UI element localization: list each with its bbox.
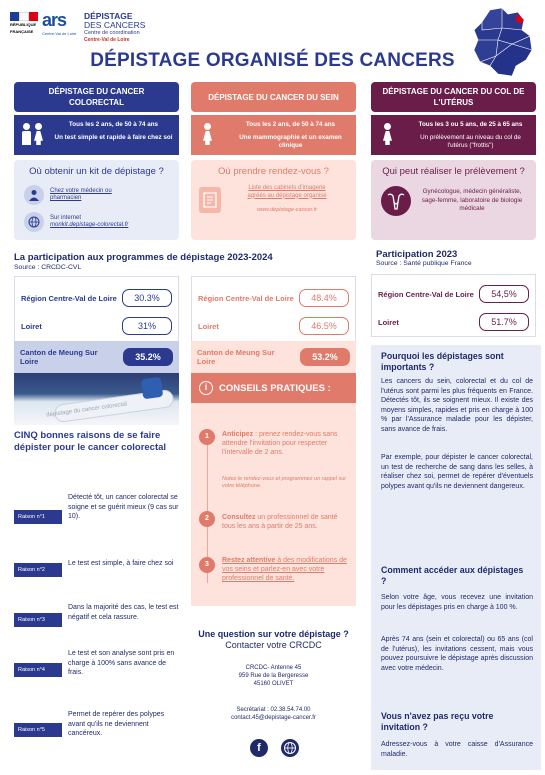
reason-tag: Raison n°3 (14, 613, 62, 627)
contact-crcdc: Contacter votre CRCDC (225, 640, 322, 650)
step-3-bold: Restez attentive (222, 557, 276, 564)
uterus-desc: Un prélèvement au niveau du col de l'utérus ("frottis") (420, 134, 521, 149)
colorectal-band (14, 115, 179, 155)
woman-icon (203, 123, 212, 145)
contact-email[interactable]: contact.45@depistage-cancer.fr (231, 715, 316, 721)
kit-doctor-link[interactable]: Chez votre médecin ou (50, 187, 112, 194)
colorectal-header: DÉPISTAGE DU CANCER COLORECTAL (14, 82, 179, 112)
ars-logo (42, 10, 78, 40)
kit-internet: Sur internet (50, 214, 82, 221)
reason-tag: Raison n°2 (14, 563, 62, 577)
region-label: Région Centre-Val de Loire (21, 293, 117, 303)
reason-text: Permet de repérer des polypes avant qu'ils ne deviennent cancéreux. (68, 711, 165, 737)
info-icon: i (199, 381, 213, 395)
prelev-text: Gynécologue, médecin généraliste, sage-femme, laboratoire de biologie médicale (421, 188, 523, 213)
rdv-box (191, 160, 356, 240)
sein-freq: Tous les 2 ans, de 50 à 74 ans (245, 121, 336, 128)
uterus-header: DÉPISTAGE DU CANCER DU COL DE L'UTÉRUS (371, 82, 536, 112)
colorectal-loiret-value: 31% (122, 317, 172, 335)
prelev-box (371, 160, 536, 240)
kit-pharma-link[interactable]: pharmacien (50, 195, 82, 201)
side-heading-2: Comment accéder aux dépistages ? (381, 565, 524, 586)
loiret-label: Loiret (21, 321, 42, 331)
step-2-text (222, 513, 347, 531)
person-icon (22, 123, 43, 145)
participation-title-2023: Participation 2023 (376, 249, 458, 260)
address-line-1: CRCDC- Antenne 45 (245, 665, 302, 671)
dep-title-2: DES CANCERS (84, 20, 146, 30)
republique-francaise-logo (10, 12, 38, 38)
test-kit-photo (14, 373, 179, 425)
photo-caption: dépistage du cancer colorectal (45, 401, 128, 419)
step-1-badge: 1 (199, 429, 215, 445)
sein-region-value: 48.4% (299, 289, 349, 307)
canton-label: Canton de Meung Sur Loire (20, 348, 98, 366)
globe-icon[interactable] (281, 739, 299, 757)
rf-line-1: RÉPUBLIQUE (10, 22, 37, 27)
loiret-label: Loiret (198, 321, 219, 331)
ars-sub: Centre-Val de Loire (42, 31, 77, 36)
woman-icon (383, 123, 392, 145)
five-reasons-title: CINQ bonnes raisons de se faire dépister pour le cancer colorectal (14, 430, 167, 453)
contact-address (196, 664, 351, 688)
globe-icon (24, 212, 44, 232)
side-para-5: Adressez-vous à votre caisse d'Assurance maladie. (381, 741, 533, 758)
sein-canton-value: 53.2% (300, 348, 350, 366)
rf-line-2: FRANÇAISE (10, 28, 34, 34)
dep-region: Centre-Val de Loire (84, 37, 130, 43)
sein-band (191, 115, 356, 155)
contact-details (196, 706, 351, 722)
uterus-icon (381, 186, 411, 216)
uterus-stats (371, 274, 536, 337)
kit-url-link[interactable]: monkit.depistage-colorectal.fr (50, 222, 129, 228)
uterus-band (371, 115, 536, 155)
participation-title: La participation aux programmes de dépistage 2023-2024 (14, 252, 273, 263)
page-title: DÉPISTAGE ORGANISÉ DES CANCERS (90, 50, 455, 71)
reason-tag: Raison n°4 (14, 663, 62, 677)
colorectal-canton-value: 35.2% (123, 348, 173, 366)
colorectal-stats (14, 276, 179, 346)
region-label: Région Centre-Val de Loire (198, 293, 294, 303)
participation-source: Source : CRCDC-CVL (14, 264, 82, 271)
reason-text: Le test est simple, à faire chez soi (68, 560, 174, 567)
side-para-3: Selon votre âge, vous recevez une invitation pour les dépistages pris en charge à 100 %. (381, 594, 533, 611)
step-1-rest: : prenez rendez-vous sans attendre l'invitation pour respecter l'intervalle de 2 ans. (222, 431, 338, 456)
sein-stats (191, 276, 356, 346)
colorectal-freq: Tous les 2 ans, de 50 à 74 ans (68, 121, 159, 128)
step-2-badge: 2 (199, 511, 215, 527)
reason-tag: Raison n°1 (14, 510, 62, 524)
sein-loiret-value: 46.5% (299, 317, 349, 335)
side-para-2: Par exemple, pour dépister le cancer colorectal, un test de recherche de sang dans les selles, à réaliser chez soi, permet de repérer d'éventuels polypes avant qu'ils ne deviennent dangereux. (381, 454, 533, 490)
uterus-freq: Tous les 3 ou 5 ans, de 25 à 65 ans (418, 121, 523, 128)
uterus-loiret-value: 51.7% (479, 313, 529, 331)
step-3-text (222, 556, 347, 583)
colorectal-desc: Un test simple et rapide à faire chez soi (54, 134, 173, 141)
step-1-note: Notez le rendez-vous et programmez un rappel sur votre téléphone. (222, 476, 347, 489)
kit-box (14, 160, 179, 240)
colorectal-region-value: 30.3% (122, 289, 172, 307)
colorectal-canton (14, 341, 179, 373)
side-heading-3: Vous n'avez pas reçu votre invitation ? (381, 711, 494, 732)
dep-title-1: DÉPISTAGE (84, 11, 133, 21)
side-para-1: Les cancers du sein, colorectal et du col de l'utérus sont parmi les plus fréquents en France. Détectés tôt, ils se soignent mieux. Il existe des moyens simples, rapides et pris en charge à 100 % par l'Assurance maladie pour les dépister, sans avance de frais. (381, 378, 533, 433)
address-line-3: 45160 OLIVET (253, 681, 294, 687)
sein-desc: Une mammographie et un examen clinique (239, 134, 342, 149)
reason-text: Le test et son analyse sont pris en charge à 100% sans avance de frais. (68, 650, 175, 676)
uterus-region-value: 54,5% (479, 285, 529, 303)
step-1-bold: Anticipez (222, 431, 254, 438)
kit-title: Où obtenir un kit de dépistage ? (29, 166, 164, 177)
conseils-box (191, 373, 356, 606)
rdv-url[interactable]: www.depistage-cancer.fr (256, 207, 318, 213)
step-3-rest: à des modifications de vos seins et parlez-en avec votre professionnel de santé. (222, 557, 347, 582)
contact-question: Une question sur votre dépistage ? (198, 629, 349, 639)
step-3-badge: 3 (199, 557, 215, 573)
facebook-icon[interactable]: f (250, 739, 268, 757)
address-line-2: 959 Rue de la Bergeresse (238, 673, 309, 679)
participation-source-2023: Source : Santé publique France (376, 260, 472, 267)
dep-subtitle: Centre de coordination (84, 30, 140, 36)
side-panel (371, 345, 541, 770)
reason-text: Détecté tôt, un cancer colorectal se soigne et se guérit mieux (9 cas sur 10). (68, 494, 179, 520)
ars-word: ars (42, 10, 67, 30)
side-heading-1: Pourquoi les dépistages sont importants ? (381, 351, 504, 372)
doctor-icon (24, 185, 44, 205)
contact-phone[interactable]: Secrétariat : 02.38.54.74.00 (236, 707, 311, 713)
rdv-list-link-1[interactable]: Liste des cabinets d'imagerie (248, 185, 326, 191)
step-1-text (222, 430, 347, 457)
rdv-title: Où prendre rendez-vous ? (218, 166, 329, 177)
canton-label: Canton de Meung Sur Loire (197, 348, 275, 366)
reason-text: Dans la majorité des cas, le test est négatif et cela rassure. (68, 604, 179, 621)
region-label: Région Centre-Val de Loire (378, 289, 474, 299)
rdv-list-link-2[interactable]: agréés au dépistage organisé (247, 192, 327, 199)
sein-canton (191, 341, 356, 373)
loiret-label: Loiret (378, 317, 399, 327)
reason-tag: Raison n°5 (14, 723, 62, 737)
side-para-4: Après 74 ans (sein et colorectal) ou 65 ans (col de l'utérus), les invitations cessent, mais vous pouvez poursuivre le dépistage après discussion avec votre médecin. (381, 636, 533, 672)
prelev-title: Qui peut réaliser le prélèvement ? (382, 166, 525, 177)
sein-header: DÉPISTAGE DU CANCER DU SEIN (191, 82, 356, 112)
step-2-bold: Consultez (222, 514, 256, 521)
depistage-logo (84, 12, 145, 43)
conseils-title: CONSEILS PRATIQUES : (219, 382, 331, 394)
document-icon (199, 187, 221, 213)
step-2-rest: un professionnel de santé tous les ans à partir de 25 ans. (222, 514, 338, 530)
